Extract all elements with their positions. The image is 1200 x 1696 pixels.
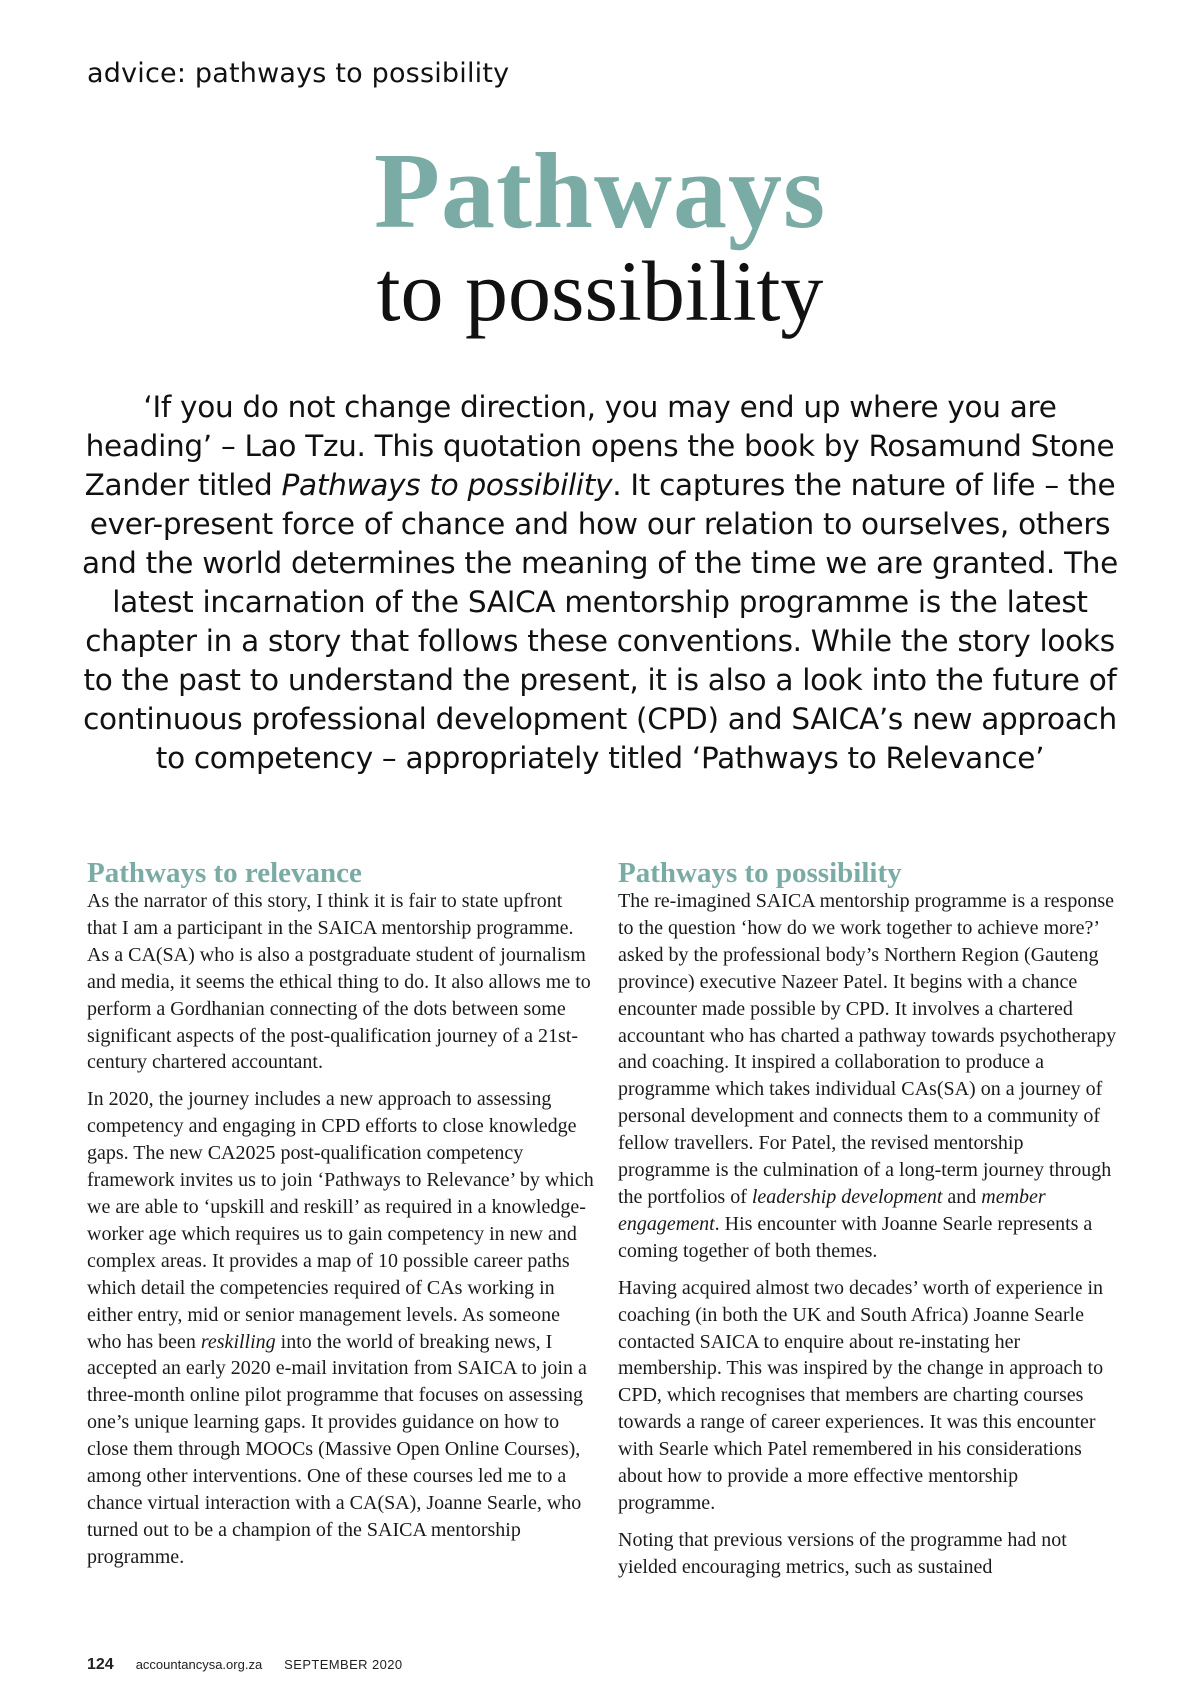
headline-main: Pathways — [373, 132, 827, 251]
right-column — [618, 856, 1118, 1591]
right-paragraph-1-text-a: The re-imagined SAICA mentorship programme is a response to the question ‘how do we work together to achieve more?’ asked by the professional body’s Northern Region (Gauteng province) executive Nazeer Patel. It begins with a chance encounter made possible by CPD. It involves a chartered accountant who has charted a pathway towards psychotherapy and coaching. It inspired a collaboration to produce a programme which takes individual CAs(SA) on a journey of personal development and connects them to a community of fellow travellers. For Patel, the revised mentorship programme is the culmination of a long-term journey through the portfolios of — [618, 890, 1117, 1208]
footer-website: accountancysa.org.za — [135, 1657, 263, 1672]
left-paragraph-2-emphasis: reskilling — [200, 1330, 276, 1353]
left-paragraph-2-text-a: In 2020, the journey includes a new approach to assessing competency and engaging in CPD efforts to close knowledge gaps. The new CA2025 post-qualification competency framework invites us to join ‘Pathways to Relevance’ by which we are able to ‘upskill and reskill’ as required in a knowledge-worker age which requires us to gain competency in new and complex areas. It provides a map of 10 possible career paths which detail the competencies required of CAs working in either entry, mid or senior management levels. As someone who has been — [87, 1088, 594, 1353]
left-paragraph-1: As the narrator of this story, I think it is fair to state upfront that I am a participant in the SAICA mentorship programme. As a CA(SA) who is also a postgraduate student of journalism and media, it seems the ethical thing to do. It also allows me to perform a Gordhanian connecting of the dots between some significant aspects of the post-qualification journey of a 21st-century chartered accountant. — [87, 890, 591, 1074]
right-paragraph-3: Noting that previous versions of the programme had not yielded encouraging metrics, such as sustained — [618, 1528, 1067, 1578]
standfirst — [80, 388, 1120, 778]
book-title: Pathways to possibility — [281, 468, 613, 502]
standfirst-text-1: ‘If you do not change direction, you may end up where you are heading’ – Lao Tzu. This quotation opens the book by Rosamund Stone Zander titled — [84, 390, 1115, 502]
left-column — [87, 856, 597, 1581]
right-paragraph-1 — [618, 888, 1118, 1265]
left-paragraph-2-text-b: into the world of breaking news, I accepted an early 2020 e-mail invitation from SAICA to join a three-month online pilot programme that focuses on assessing one’s unique learning gaps. It provides guidance on how to close them through MOOCs (Massive Open Online Courses), among other interventions. One of these courses led me to a chance virtual interaction with a CA(SA), Joanne Searle, who turned out to be a champion of the SAICA mentorship programme. — [87, 1330, 587, 1568]
left-paragraph-2 — [87, 1086, 597, 1570]
right-paragraph-1-emphasis-2: member engagement — [618, 1185, 1046, 1235]
right-paragraph-1-emphasis-1: leadership development — [751, 1185, 943, 1208]
right-column-heading: Pathways to possibility — [618, 857, 902, 889]
section-tag: advice: pathways to possibility — [87, 58, 510, 89]
page-number: 124 — [87, 1656, 114, 1673]
footer-issue-date: SEPTEMBER 2020 — [284, 1657, 403, 1672]
right-paragraph-1-text-c: . His encounter with Joanne Searle represents a coming together of both themes. — [618, 1212, 1093, 1262]
right-paragraph-2: Having acquired almost two decades’ worth of experience in coaching (in both the UK and South Africa) Joanne Searle contacted SAICA to enquire about re-instating her membership. This was inspired by the change in approach to CPD, which recognises that members are charting courses towards a range of career experiences. It was this encounter with Searle which Patel remembered in his considerations about how to provide a more effective mentorship programme. — [618, 1276, 1104, 1514]
headline-sub: to possibility — [376, 243, 824, 339]
standfirst-text-2: . It captures the nature of life – the ever-present force of chance and how our relation to ourselves, others and the world determines the meaning of the time we are granted. The latest incarnation of the SAICA mentorship programme is the latest chapter in a story that follows these conventions. While the story looks to the past to understand the present, it is also a look into the future of continuous professional development (CPD) and SAICA’s new approach to competency – appropriately titled ‘Pathways to Relevance’ — [81, 468, 1119, 775]
page-footer — [87, 1656, 403, 1674]
right-paragraph-1-text-b: and — [942, 1185, 982, 1208]
left-column-heading: Pathways to relevance — [87, 857, 362, 889]
